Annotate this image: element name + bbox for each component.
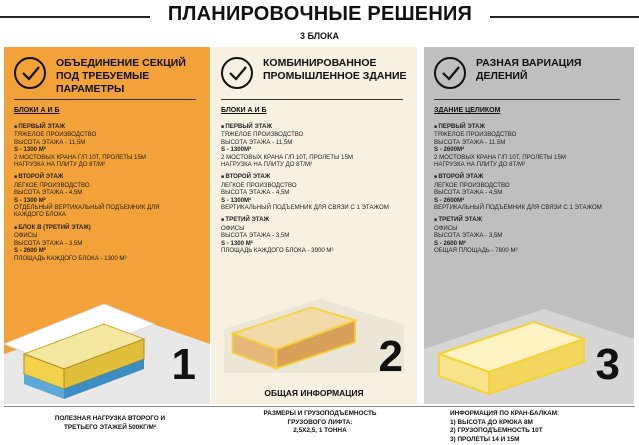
header-divider-left xyxy=(0,16,150,18)
spec-line: 2 МОСТОВЫХ КРАНА Г/П 10Т, ПРОЛЕТЫ 15М xyxy=(14,153,146,161)
spec-line: ВЫСОТА ЭТАЖА - 4,5М xyxy=(221,189,290,197)
option-number: 2 xyxy=(378,332,403,381)
option-number: 1 xyxy=(171,340,196,389)
spec-line: ЛЕГКОЕ ПРОИЗВОДСТВО xyxy=(434,181,510,189)
spec-line: ОБЩАЯ ПЛОЩАДЬ - 7800 М² xyxy=(434,247,518,255)
panel-title: КОМБИНИРОВАННОЕ ПРОМЫШЛЕННОЕ ЗДАНИЕ xyxy=(263,57,407,82)
spec-line: ОТДЕЛЬНЫЙ ВЕРТИКАЛЬНЫЙ ПОДЪЕМНИК ДЛЯ xyxy=(14,204,160,212)
floor-heading: ■ ПЕРВЫЙ ЭТАЖ xyxy=(221,123,411,131)
spec-line: ВЫСОТА ЭТАЖА - 3,5М xyxy=(14,239,83,247)
spec-line: S - 2600 М² xyxy=(434,239,466,247)
spec-line: S - 1300 М² xyxy=(14,196,46,204)
floor-heading: ■ ПЕРВЫЙ ЭТАЖ xyxy=(14,123,204,131)
spec-line: ПЛОЩАДЬ КАЖДОГО БЛОКА - 3900 М² xyxy=(221,247,334,255)
spec-line: НАГРУЗКА НА ПЛИТУ ДО 8Т/М² xyxy=(221,161,313,169)
floor-heading: ■ ВТОРОЙ ЭТАЖ xyxy=(434,173,628,181)
spec-line: ОФИСЫ xyxy=(221,224,245,232)
block-title: БЛОКИ А И Б xyxy=(14,107,60,114)
spec-line: S - 1300М² xyxy=(221,196,252,204)
spec-line: ВЫСОТА ЭТАЖА - 11,5М xyxy=(434,138,506,146)
header-divider-right xyxy=(490,16,639,18)
spec-line: ВЫСОТА ЭТАЖА - 11,5М xyxy=(221,138,293,146)
spec-line: S - 2600М² xyxy=(434,196,465,204)
footer-floor-load: ПОЛЕЗНАЯ НАГРУЗКА ВТОРОГО И ТРЕТЬЕГО ЭТАЖЕЙ 500КГ/М² xyxy=(54,415,166,431)
panel-title: РАЗНАЯ ВАРИАЦИЯ ДЕЛЕНИЙ xyxy=(476,57,582,82)
spec-line: НАГРУЗКА НА ПЛИТУ ДО 8Т/М² xyxy=(14,161,106,169)
spec-line: ОФИСЫ xyxy=(434,224,458,232)
spec-line: ВЕРТИКАЛЬНЫЙ ПОДЪЕМНИК ДЛЯ СВЯЗИ С 1 ЭТАЖОМ xyxy=(221,204,389,212)
option-number: 3 xyxy=(595,340,620,389)
floor-heading: ■ БЛОК В (ТРЕТИЙ ЭТАЖ) xyxy=(14,224,204,232)
spec-line: ВЫСОТА ЭТАЖА - 3,5М xyxy=(434,232,503,240)
spec-line: S - 2600 М² xyxy=(14,247,46,255)
divider xyxy=(14,99,196,100)
spec-line: ЛЕГКОЕ ПРОИЗВОДСТВО xyxy=(221,181,297,189)
spec-line: S - 1300 М² xyxy=(221,239,253,247)
floor-heading: ■ ВТОРОЙ ЭТАЖ xyxy=(14,173,204,181)
spec-line: КАЖДОГО БЛОКА xyxy=(14,211,66,219)
spec-line: НАГРУЗКА НА ПЛИТУ ДО 8Т/М² xyxy=(434,161,526,169)
panel-option-3 xyxy=(424,47,634,404)
general-info-label: ОБЩАЯ ИНФОРМАЦИЯ xyxy=(264,388,364,398)
spec-line: ОФИСЫ xyxy=(14,232,38,240)
floor-heading: ■ ТРЕТИЙ ЭТАЖ xyxy=(221,216,411,224)
check-circle-icon xyxy=(434,57,466,89)
footer xyxy=(0,404,639,445)
spec-rows xyxy=(221,123,411,255)
spec-line: S - 2600М² xyxy=(434,146,465,154)
spec-rows xyxy=(434,123,628,255)
floor-heading: ■ ВТОРОЙ ЭТАЖ xyxy=(221,173,411,181)
spec-line: ВЕРТИКАЛЬНЫЙ ПОДЪЕМНИК ДЛЯ СВЯЗИ С 1 ЭТАЖОМ xyxy=(434,204,602,212)
spec-line: ВЫСОТА ЭТАЖА - 4,5М xyxy=(14,189,83,197)
block-title: ЗДАНИЕ ЦЕЛИКОМ xyxy=(434,107,501,114)
spec-rows xyxy=(14,123,204,262)
panel-title: ОБЪЕДИНЕНИЕ СЕКЦИЙ ПОД ТРЕБУЕМЫЕ ПАРАМЕТРЫ xyxy=(56,57,186,95)
spec-list xyxy=(221,107,411,255)
spec-list xyxy=(434,107,628,255)
check-circle-icon xyxy=(221,57,253,89)
panel-option-2 xyxy=(211,47,417,404)
spec-line: ТЯЖЕЛОЕ ПРОИЗВОДСТВО xyxy=(434,131,517,139)
spec-line: ПЛОЩАДЬ КАЖДОГО БЛОКА - 1300 М² xyxy=(14,254,127,262)
spec-line: ТЯЖЕЛОЕ ПРОИЗВОДСТВО xyxy=(14,131,97,139)
page-subtitle: 3 БЛОКА xyxy=(299,31,340,41)
spec-line: ВЫСОТА ЭТАЖА - 4,5М xyxy=(434,189,503,197)
check-circle-icon xyxy=(14,57,46,89)
page-title: ПЛАНИРОВОЧНЫЕ РЕШЕНИЯ xyxy=(167,3,473,25)
spec-line: S - 1300 М² xyxy=(14,146,46,154)
spec-line: ВЫСОТА ЭТАЖА - 3,5М xyxy=(221,232,290,240)
spec-line: ТЯЖЕЛОЕ ПРОИЗВОДСТВО xyxy=(221,131,304,139)
spec-line: S - 1300М² xyxy=(221,146,252,154)
header xyxy=(0,0,639,44)
floor-heading: ■ ПЕРВЫЙ ЭТАЖ xyxy=(434,123,628,131)
panel-option-1 xyxy=(4,47,210,404)
spec-line: 2 МОСТОВЫХ КРАНА Г/П 10Т, ПРОЛЕТЫ 15М xyxy=(434,153,566,161)
footer-crane-info: ИНФОРМАЦИЯ ПО КРАН-БАЛКАМ: 1) ВЫСОТА ДО КРЮКА 8М 2) ГРУЗОПОДЪЕМНОСТЬ 10Т 3) ПРОЛЕТЫ 14 И 15М xyxy=(450,410,560,443)
spec-line: ЛЕГКОЕ ПРОИЗВОДСТВО xyxy=(14,181,90,189)
spec-list xyxy=(14,107,204,262)
footer-lift-info: РАЗМЕРЫ И ГРУЗОПОДЪЕМНОСТЬ ГРУЗОВОГО ЛИФТА: 2,5Х2,5, 1 ТОННА xyxy=(263,410,377,435)
floor-heading: ■ ТРЕТИЙ ЭТАЖ xyxy=(434,216,628,224)
spec-line: 2 МОСТОВЫХ КРАНА Г/П 10Т, ПРОЛЕТЫ 15М xyxy=(221,153,353,161)
divider xyxy=(434,99,620,100)
spec-line: ВЫСОТА ЭТАЖА - 11,5М xyxy=(14,138,86,146)
block-title: БЛОКИ А И Б xyxy=(221,107,267,114)
footer-divider xyxy=(4,406,635,407)
divider xyxy=(221,99,403,100)
